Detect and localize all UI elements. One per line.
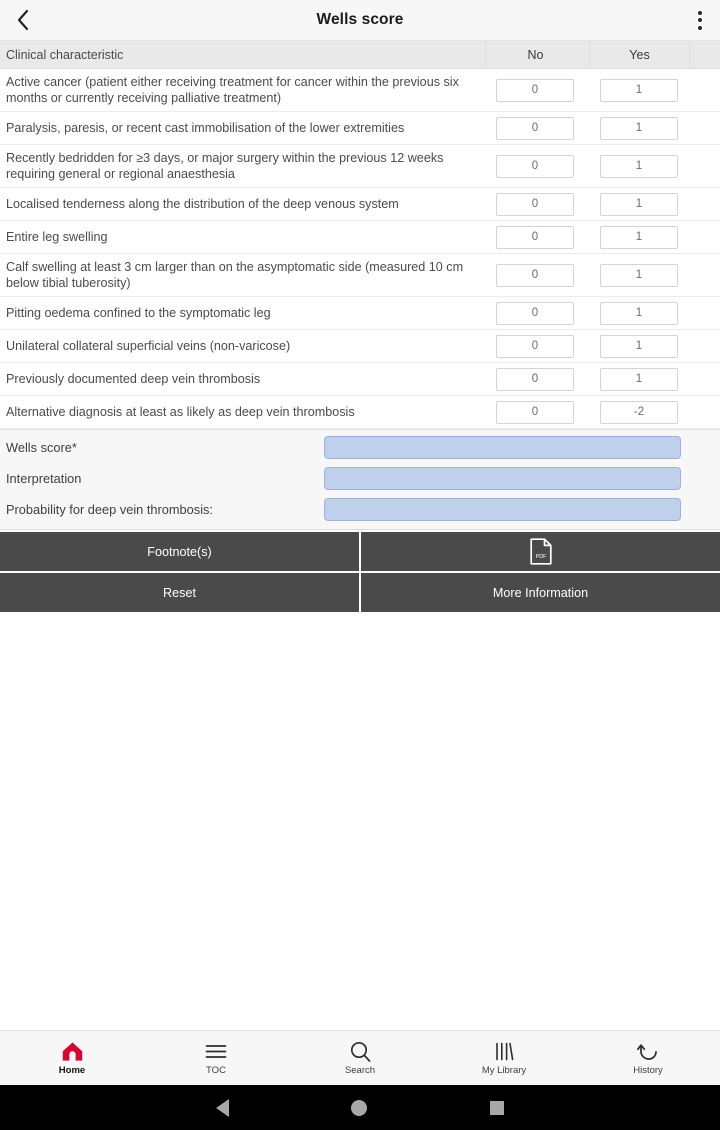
- no-input[interactable]: 0: [496, 401, 574, 424]
- search-icon: [350, 1040, 371, 1062]
- row-yes-cell: [589, 113, 689, 144]
- footnotes-button-label: Footnote(s): [147, 544, 212, 559]
- no-input[interactable]: 0: [496, 117, 574, 140]
- table-row: [0, 297, 720, 330]
- row-characteristic-label: Calf swelling at least 3 cm larger than on the asymptomatic side (measured 10 cm below tibial tuberosity): [6, 260, 464, 290]
- home-icon: [62, 1040, 83, 1062]
- yes-input[interactable]: 1: [600, 226, 678, 249]
- overflow-menu-button[interactable]: [680, 0, 720, 41]
- pdf-button[interactable]: [361, 532, 720, 571]
- chevron-left-icon: [16, 8, 30, 32]
- overflow-menu-icon: [698, 26, 702, 30]
- wells-score-table: [0, 41, 720, 429]
- row-no-cell: [485, 331, 585, 362]
- row-no-cell: [485, 75, 585, 106]
- table-row: [0, 396, 720, 429]
- yes-input[interactable]: -2: [600, 401, 678, 424]
- row-no-cell: [485, 397, 585, 428]
- content-spacer: [0, 612, 720, 1030]
- more-information-button[interactable]: [361, 573, 720, 612]
- nav-item-history-label: History: [633, 1065, 663, 1076]
- result-value-field[interactable]: [324, 498, 681, 521]
- bottom-navigation: [0, 1030, 720, 1085]
- page-title: Wells score: [316, 11, 404, 28]
- yes-input[interactable]: 1: [600, 368, 678, 391]
- result-value-field[interactable]: [324, 467, 681, 490]
- nav-item-my-library-label: My Library: [481, 1065, 527, 1076]
- action-button-grid: [0, 530, 720, 612]
- row-characteristic-label: Pitting oedema confined to the symptomatic leg: [6, 306, 271, 320]
- row-yes-cell: [589, 222, 689, 253]
- yes-input[interactable]: 1: [600, 302, 678, 325]
- table-row: [0, 221, 720, 254]
- row-yes-cell: [589, 75, 689, 106]
- hamburger-icon: [205, 1040, 227, 1062]
- row-characteristic-label: Alternative diagnosis at least as likely as deep vein thrombosis: [6, 405, 355, 419]
- row-characteristic-label: Previously documented deep vein thrombosis: [6, 372, 261, 386]
- result-row: [0, 432, 720, 463]
- nav-item-search-label: Search: [344, 1065, 376, 1076]
- no-input[interactable]: 0: [496, 368, 574, 391]
- no-input[interactable]: 0: [496, 302, 574, 325]
- row-yes-cell: [589, 151, 689, 182]
- row-characteristic-label: Entire leg swelling: [6, 230, 108, 244]
- nav-item-my-library[interactable]: [432, 1031, 576, 1085]
- row-no-cell: [485, 222, 585, 253]
- row-characteristic-label: Recently bedridden for ≥3 days, or major surgery within the previous 12 weeks requiring general or regional anaesthesia: [6, 151, 444, 181]
- yes-input[interactable]: 1: [600, 155, 678, 178]
- table-header-row: [0, 41, 720, 69]
- row-characteristic-label: Paralysis, paresis, or recent cast immobilisation of the lower extremities: [6, 121, 405, 135]
- footnotes-button[interactable]: [0, 532, 359, 571]
- table-body: [0, 69, 720, 429]
- table-row: [0, 330, 720, 363]
- no-input[interactable]: 0: [496, 79, 574, 102]
- row-characteristic-label: Unilateral collateral superficial veins (non-varicose): [6, 339, 291, 353]
- system-home-button[interactable]: [351, 1100, 367, 1116]
- results-section: [0, 429, 720, 530]
- nav-item-home-label: Home: [58, 1065, 86, 1076]
- row-yes-cell: [589, 397, 689, 428]
- table-row: [0, 69, 720, 112]
- results-body: [0, 432, 720, 525]
- yes-input[interactable]: 1: [600, 79, 678, 102]
- row-yes-cell: [589, 260, 689, 291]
- no-input[interactable]: 0: [496, 264, 574, 287]
- result-value-field[interactable]: [324, 436, 681, 459]
- row-yes-cell: [589, 364, 689, 395]
- result-label: Probability for deep vein thrombosis:: [6, 502, 213, 517]
- row-no-cell: [485, 151, 585, 182]
- books-icon: [494, 1040, 514, 1062]
- row-characteristic-label: Localised tenderness along the distribution of the deep venous system: [6, 197, 399, 211]
- row-yes-cell: [589, 189, 689, 220]
- no-input[interactable]: 0: [496, 193, 574, 216]
- android-system-bar: [0, 1085, 720, 1130]
- table-row: [0, 188, 720, 221]
- result-row: [0, 463, 720, 494]
- row-yes-cell: [589, 331, 689, 362]
- row-no-cell: [485, 260, 585, 291]
- overflow-menu-icon: [698, 18, 702, 22]
- overflow-menu-icon: [698, 11, 702, 15]
- row-characteristic-label: Active cancer (patient either receiving treatment for cancer within the previous six months or currently receiving palliative treatment): [6, 75, 459, 105]
- result-label: Interpretation: [6, 471, 82, 486]
- nav-item-history[interactable]: [576, 1031, 720, 1085]
- nav-item-toc-label: TOC: [206, 1065, 226, 1076]
- back-button[interactable]: [0, 0, 46, 41]
- reset-button[interactable]: [0, 573, 359, 612]
- column-header-characteristic: Clinical characteristic: [6, 47, 124, 62]
- row-no-cell: [485, 364, 585, 395]
- yes-input[interactable]: 1: [600, 264, 678, 287]
- column-header-no: No: [485, 41, 585, 69]
- table-row: [0, 112, 720, 145]
- system-back-button[interactable]: [216, 1099, 229, 1117]
- nav-item-toc[interactable]: [144, 1031, 288, 1085]
- column-header-tail: [689, 41, 720, 69]
- row-no-cell: [485, 113, 585, 144]
- nav-item-search[interactable]: [288, 1031, 432, 1085]
- column-header-yes: Yes: [589, 41, 689, 69]
- pdf-label: PDF: [535, 554, 546, 560]
- no-input[interactable]: 0: [496, 335, 574, 358]
- result-row: [0, 494, 720, 525]
- more-information-button-label: More Information: [492, 585, 589, 600]
- no-input[interactable]: 0: [496, 155, 574, 178]
- table-row: [0, 145, 720, 188]
- pdf-document-icon: [530, 538, 552, 565]
- undo-arrow-icon: [637, 1040, 659, 1062]
- row-no-cell: [485, 298, 585, 329]
- yes-input[interactable]: 1: [600, 193, 678, 216]
- reset-button-label: Reset: [163, 585, 196, 600]
- table-row: [0, 363, 720, 396]
- app-bar: [0, 0, 720, 41]
- nav-item-home[interactable]: [0, 1031, 144, 1085]
- yes-input[interactable]: 1: [600, 117, 678, 140]
- no-input[interactable]: 0: [496, 226, 574, 249]
- table-row: [0, 254, 720, 297]
- yes-input[interactable]: 1: [600, 335, 678, 358]
- row-yes-cell: [589, 298, 689, 329]
- system-recents-button[interactable]: [490, 1101, 504, 1115]
- row-no-cell: [485, 189, 585, 220]
- result-label: Wells score*: [6, 440, 77, 455]
